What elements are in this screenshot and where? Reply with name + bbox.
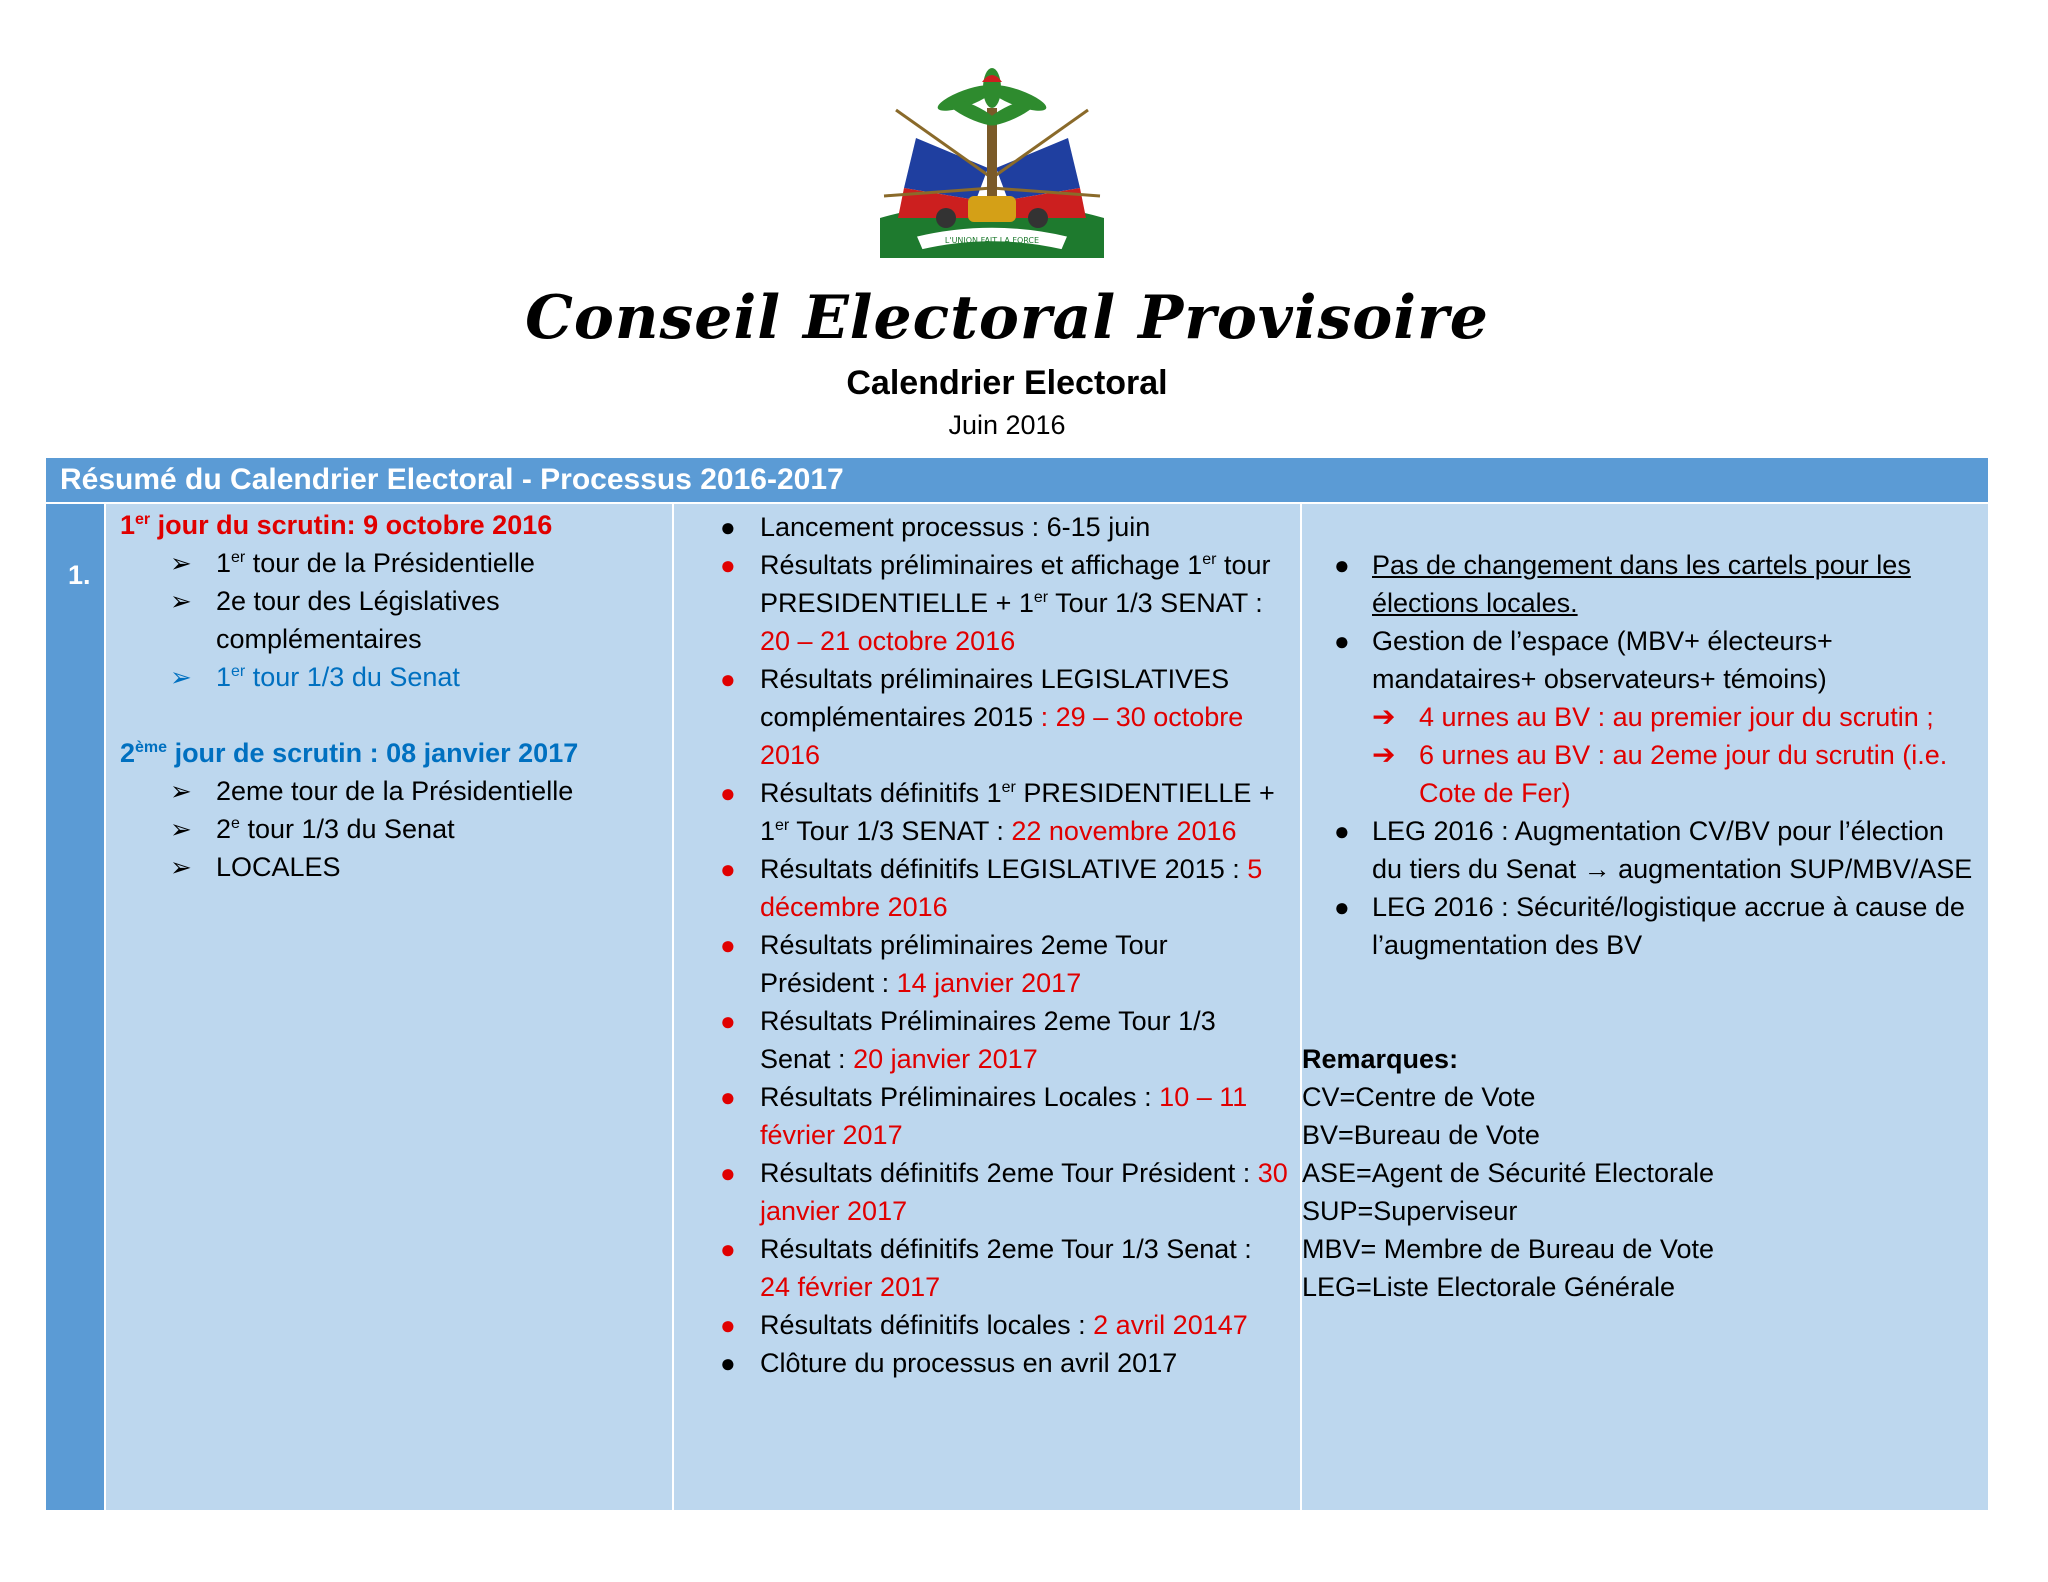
- black-bullet-icon: ●: [720, 512, 736, 542]
- list-item: ➢ 2e tour 1/3 du Senat: [170, 810, 630, 848]
- black-bullet-icon: ●: [1334, 550, 1350, 580]
- right-arrow-icon: ➔: [1372, 701, 1396, 732]
- list-item: ● Pas de changement dans les cartels pour les élections locales.: [1328, 546, 1978, 622]
- list-item: ➢ 1er tour de la Présidentielle: [170, 544, 630, 582]
- remark-line: SUP=Superviseur: [1302, 1196, 1518, 1226]
- list-item: ● Résultats définitifs LEGISLATIVE 2015 : 5 décembre 2016: [718, 850, 1288, 926]
- second-voting-day: 2ème jour de scrutin : 08 janvier 2017: [120, 738, 579, 768]
- arrow-bullet-icon: ➢: [170, 852, 192, 882]
- black-bullet-icon: ●: [720, 1348, 736, 1378]
- results-schedule-cell: [674, 504, 1300, 1510]
- coat-of-arms-emblem: [876, 68, 1108, 258]
- black-bullet-icon: ●: [1334, 816, 1350, 846]
- list-item: ➢ 2e tour des Législatives complémentaires: [170, 582, 630, 658]
- red-bullet-icon: ●: [720, 550, 736, 580]
- remarks-title: Remarques:: [1302, 1044, 1459, 1074]
- list-item: ● LEG 2016 : Augmentation CV/BV pour l’élection du tiers du Senat → augmentation SUP/MBV/ASE: [1328, 812, 1978, 888]
- document-date: Juin 2016: [948, 410, 1066, 440]
- red-bullet-icon: ●: [720, 1310, 736, 1340]
- list-item: ● Clôture du processus en avril 2017: [718, 1344, 1288, 1382]
- results-schedule-list: [718, 508, 1288, 1382]
- list-item: ● Résultats préliminaires LEGISLATIVES complémentaires 2015 : 29 – 30 octobre 2016: [718, 660, 1288, 774]
- list-item: ➔ 6 urnes au BV : au 2eme jour du scrutin (i.e. Cote de Fer): [1372, 736, 1978, 812]
- list-item: ● LEG 2016 : Sécurité/logistique accrue à cause de l’augmentation des BV: [1328, 888, 1978, 964]
- list-item: ● Résultats Préliminaires Locales : 10 – 11 février 2017: [718, 1078, 1288, 1154]
- document-title: Calendrier Electoral: [846, 364, 1168, 402]
- arrow-bullet-icon: ➢: [170, 814, 192, 844]
- list-item: ➢ 1er tour 1/3 du Senat: [170, 658, 630, 696]
- red-bullet-icon: ●: [720, 778, 736, 808]
- list-item: ➢ 2eme tour de la Présidentielle: [170, 772, 630, 810]
- table-heading: Résumé du Calendrier Electoral - Processus 2016-2017: [46, 458, 1988, 502]
- red-bullet-icon: ●: [720, 1082, 736, 1112]
- first-voting-day: 1er jour du scrutin: 9 octobre 2016: [120, 510, 553, 540]
- ballot-box-sublist: [1372, 698, 1978, 812]
- row-number-cell: [46, 504, 104, 1510]
- list-item: ● Résultats définitifs 2eme Tour 1/3 Senat : 24 février 2017: [718, 1230, 1288, 1306]
- list-item: ● Résultats préliminaires 2eme Tour Président : 14 janvier 2017: [718, 926, 1288, 1002]
- remarks-section: [1302, 1040, 1982, 1306]
- list-item: ● Résultats définitifs 1er PRESIDENTIELLE + 1er Tour 1/3 SENAT : 22 novembre 2016: [718, 774, 1288, 850]
- red-bullet-icon: ●: [720, 1158, 736, 1188]
- notes-list: [1328, 546, 1978, 964]
- arrow-bullet-icon: ➢: [170, 776, 192, 806]
- organization-title: Conseil Electoral Provisoire: [525, 283, 1489, 353]
- arrow-bullet-icon: ➢: [170, 586, 192, 616]
- first-day-list: [170, 544, 630, 696]
- red-bullet-icon: ●: [720, 1234, 736, 1264]
- red-bullet-icon: ●: [720, 1006, 736, 1036]
- second-day-list: [170, 772, 630, 886]
- arrow-bullet-icon: ➢: [170, 548, 192, 578]
- black-bullet-icon: ●: [1334, 626, 1350, 656]
- remark-line: CV=Centre de Vote: [1302, 1082, 1536, 1112]
- row-number: 1.: [68, 560, 91, 590]
- list-item: ➔ 4 urnes au BV : au premier jour du scrutin ;: [1372, 698, 1978, 736]
- list-item: ● Gestion de l’espace (MBV+ électeurs+ mandataires+ observateurs+ témoins) ➔ 4 urnes au BV : au premier jour du scrutin ; ➔ 6 urnes au BV : au 2eme jour du scrutin (i.e. Cote de Fer): [1328, 622, 1978, 812]
- remark-line: BV=Bureau de Vote: [1302, 1120, 1540, 1150]
- list-item: ● Résultats Préliminaires 2eme Tour 1/3 Senat : 20 janvier 2017: [718, 1002, 1288, 1078]
- remark-line: MBV= Membre de Bureau de Vote: [1302, 1234, 1714, 1264]
- remark-line: ASE=Agent de Sécurité Electorale: [1302, 1158, 1715, 1188]
- right-arrow-icon: →: [1583, 854, 1611, 884]
- calendar-summary-table: [46, 458, 1988, 1510]
- red-bullet-icon: ●: [720, 664, 736, 694]
- red-bullet-icon: ●: [720, 930, 736, 960]
- list-item: ● Lancement processus : 6-15 juin: [718, 508, 1288, 546]
- voting-days-cell: [106, 504, 672, 1510]
- list-item: ● Résultats définitifs locales : 2 avril 20147: [718, 1306, 1288, 1344]
- red-bullet-icon: ●: [720, 854, 736, 884]
- list-item: ➢ LOCALES: [170, 848, 630, 886]
- emblem-motto: L'UNION FAIT LA FORCE: [944, 236, 1040, 245]
- arrow-bullet-icon: ➢: [170, 662, 192, 692]
- black-bullet-icon: ●: [1334, 892, 1350, 922]
- notes-cell: [1302, 504, 1988, 1510]
- remark-line: LEG=Liste Electorale Générale: [1302, 1272, 1675, 1302]
- list-item: ● Résultats définitifs 2eme Tour Président : 30 janvier 2017: [718, 1154, 1288, 1230]
- list-item: ● Résultats préliminaires et affichage 1er tour PRESIDENTIELLE + 1er Tour 1/3 SENAT : 20 – 21 octobre 2016: [718, 546, 1288, 660]
- right-arrow-icon: ➔: [1372, 739, 1396, 770]
